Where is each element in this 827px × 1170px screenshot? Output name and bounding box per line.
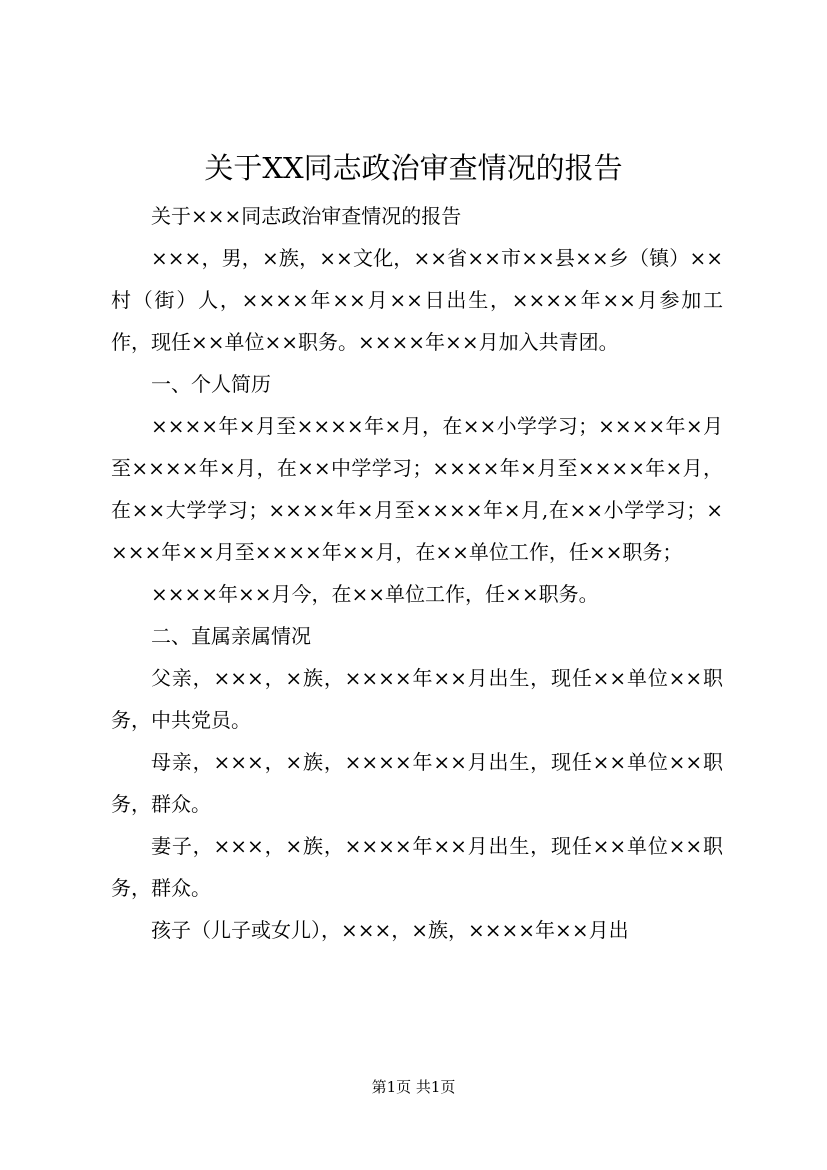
relative-child-paragraph: 孩子（儿子或女儿），×××，×族，××××年××月出 — [151, 918, 629, 942]
document-body — [111, 195, 723, 951]
relative-father-paragraph: 父亲，×××，×族，××××年××月出生，现任××单位××职务，中共党员。 — [111, 666, 723, 732]
resume-paragraph: ××××年××月今，在××单位工作，任××职务。 — [151, 582, 599, 606]
relative-spouse-paragraph: 妻子，×××，×族，××××年××月出生，现任××单位××职务，群众。 — [111, 834, 723, 900]
resume-paragraph: ××××年×月至××××年×月，在××小学学习；××××年×月至××××年×月，在××中学学习；××××年×月至××××年×月，在××大学学习；××××年×月至××××年×月,在××小学学习；××××年××月至××××年××月，在××单位工作，任××职务； — [111, 414, 723, 564]
intro-paragraph: ×××，男，×族，××文化，××省××市××县××乡（镇）××村（街）人，××××年××月××日出生，××××年××月参加工作，现任××单位××职务。××××年××月加入共青团。 — [111, 246, 723, 354]
section-heading-resume: 一、个人简历 — [151, 372, 271, 396]
document-subtitle: 关于×××同志政治审查情况的报告 — [151, 204, 462, 228]
page-footer: 第1页 共1页 — [371, 1078, 456, 1096]
relative-mother-paragraph: 母亲，×××，×族，××××年××月出生，现任××单位××职务，群众。 — [111, 750, 723, 816]
section-heading-relatives: 二、直属亲属情况 — [151, 624, 311, 648]
document-title: 关于XX同志政治审查情况的报告 — [204, 151, 623, 185]
